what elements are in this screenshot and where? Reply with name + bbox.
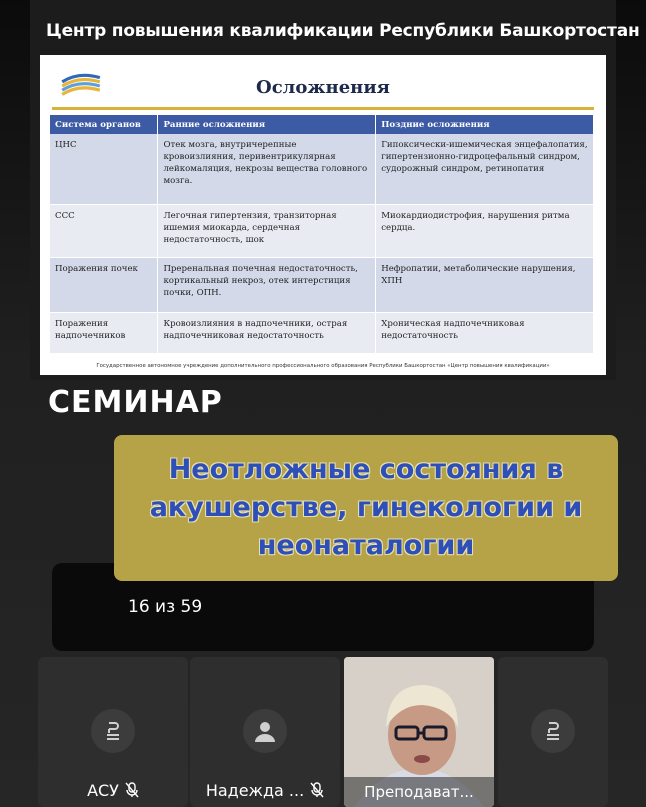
- table-cell: Преренальная почечная недостаточность, кортикальный некроз, отек интерстиция почки, ОПН.: [158, 258, 376, 313]
- participant-tile[interactable]: [190, 657, 340, 807]
- phone-icon: [91, 709, 135, 753]
- slide-footer: Государственное автономное учреждение дополнительного профессионального образования Республики Башкортостан «Центр повышения квалификации»: [96, 363, 550, 369]
- page-counter: 16 из 59: [128, 597, 203, 617]
- participant-name-bar: [190, 773, 340, 807]
- participant-name: Надежда ...: [205, 780, 305, 800]
- participant-video[interactable]: [344, 657, 494, 807]
- presentation-slide: [40, 55, 606, 375]
- participant-tile[interactable]: [498, 657, 608, 807]
- table-cell: ЦНС: [50, 134, 158, 205]
- column-header: Поздние осложнения: [376, 115, 594, 134]
- slide-header: [40, 8, 640, 54]
- slide-divider: [52, 107, 594, 110]
- banner-text: Неотложные состояния в акушерстве, гинекологии и неонаталогии: [149, 454, 583, 561]
- table-cell: Хроническая надпочечниковая недостаточность: [376, 313, 594, 354]
- participant-name-bar: [498, 773, 608, 807]
- table-row: [50, 134, 594, 205]
- participant-name-bar: [344, 777, 494, 807]
- topic-banner: [114, 435, 618, 581]
- column-header: Ранние осложнения: [158, 115, 376, 134]
- table-row: [50, 313, 594, 354]
- table-cell: Миокардиодистрофия, нарушения ритма сердца.: [376, 205, 594, 258]
- participants-strip: [38, 657, 608, 807]
- complications-table: [50, 115, 594, 354]
- table-cell: Отек мозга, внутричерепные кровоизлияния, перивентрикулярная лейкомаляция, некрозы вещества головного мозга.: [158, 134, 376, 205]
- participant-tile[interactable]: [38, 657, 188, 807]
- table-cell: Поражения надпочечников: [50, 313, 158, 354]
- participant-name: АСУ: [87, 780, 119, 800]
- table-row: [50, 205, 594, 258]
- table-cell: Нефропатии, метаболические нарушения, ХПН: [376, 258, 594, 313]
- user-avatar-icon: [243, 709, 287, 753]
- seminar-label: СЕМИНАР: [48, 385, 223, 420]
- phone-icon: [531, 709, 575, 753]
- mic-muted-icon: [125, 782, 139, 798]
- table-cell: Поражения почек: [50, 258, 158, 313]
- table-cell: Легочная гипертензия, транзиторная ишемия миокарда, сердечная недостаточность, шок: [158, 205, 376, 258]
- table-cell: ССС: [50, 205, 158, 258]
- table-cell: Кровоизлияния в надпочечники, острая надпочечниковая недостаточность: [158, 313, 376, 354]
- mic-muted-icon: [310, 782, 324, 798]
- header-title: Центр повышения квалификации Республики Башкортостан: [46, 21, 640, 41]
- table-cell: Гипоксически-ишемическая энцефалопатия, гипертензионно-гидроцефальный синдром, судорожный синдром, ретинопатия: [376, 134, 594, 205]
- slide-title: Осложнения: [256, 77, 390, 98]
- participant-name: Преподават...: [364, 783, 474, 801]
- participant-name-bar: [38, 773, 188, 807]
- column-header: Система органов: [50, 115, 158, 134]
- table-row: [50, 258, 594, 313]
